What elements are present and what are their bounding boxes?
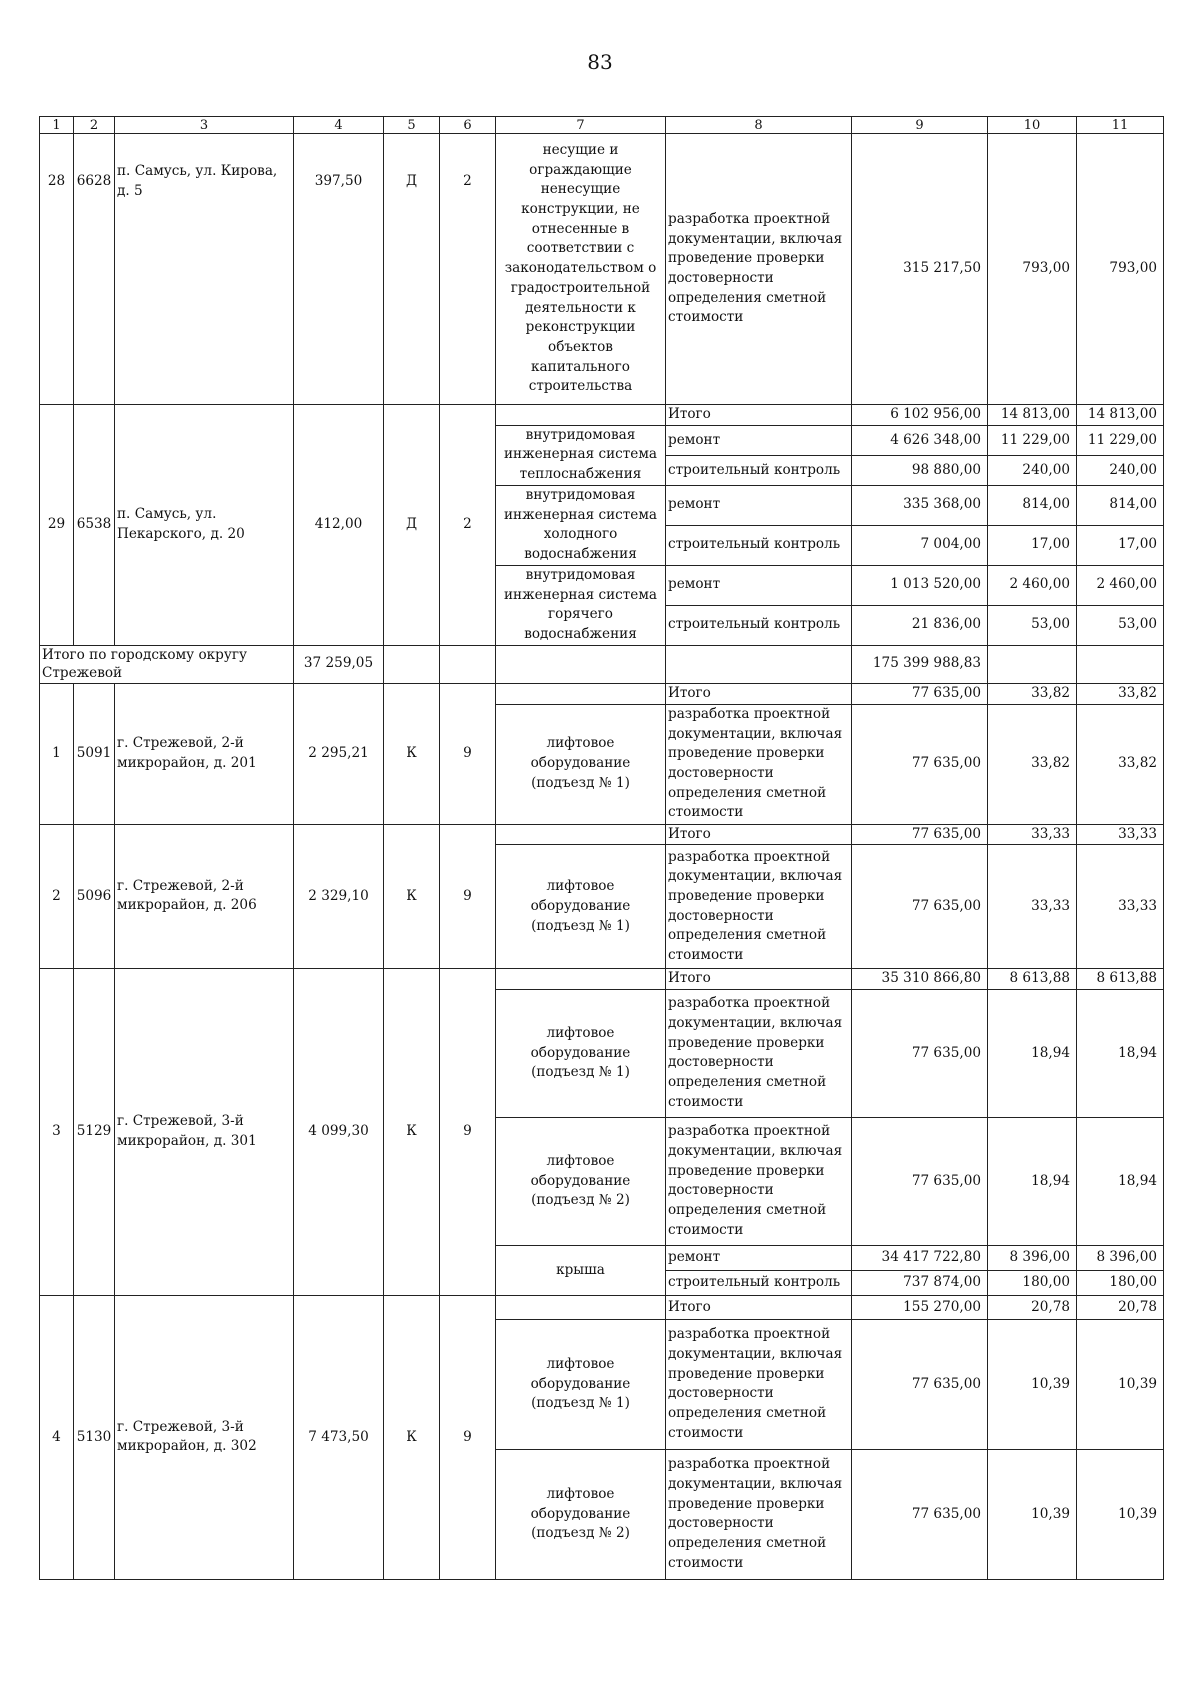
floors: 9 xyxy=(440,1295,496,1579)
structural-element xyxy=(496,824,666,845)
col-10-value: 11 229,00 xyxy=(988,425,1077,456)
col-header: 11 xyxy=(1077,117,1164,134)
area: 2 329,10 xyxy=(294,824,384,969)
empty-cell xyxy=(440,645,496,683)
row-number: 29 xyxy=(40,405,74,646)
cost: 77 635,00 xyxy=(852,1449,988,1579)
cost: 77 635,00 xyxy=(852,704,988,824)
cost: 315 217,50 xyxy=(852,134,988,405)
floors: 9 xyxy=(440,969,496,1296)
structural-element: лифтовое оборудование (подъезд № 1) xyxy=(496,845,666,969)
col-10-value: 2 460,00 xyxy=(988,565,1077,605)
col-11-value: 18,94 xyxy=(1077,1117,1164,1245)
col-11-value: 10,39 xyxy=(1077,1449,1164,1579)
col-11-value: 53,00 xyxy=(1077,605,1164,645)
work-type: разработка проектной документации, включая проведение проверки достоверности определения сметной стоимости xyxy=(666,1319,852,1449)
empty-cell xyxy=(1077,645,1164,683)
house-id: 6538 xyxy=(74,405,115,646)
col-10-value: 793,00 xyxy=(988,134,1077,405)
col-10-value: 14 813,00 xyxy=(988,405,1077,426)
page-number: 83 xyxy=(587,50,613,74)
district-total-label: Итого по городскому округу Стрежевой xyxy=(40,645,294,683)
floors: 9 xyxy=(440,824,496,969)
area: 397,50 xyxy=(294,134,384,405)
structural-element: внутридомовая инженерная система холодного водоснабжения xyxy=(496,485,666,565)
cost: 34 417 722,80 xyxy=(852,1245,988,1270)
table-row xyxy=(40,683,1164,704)
col-11-value: 20,78 xyxy=(1077,1295,1164,1319)
structural-element: лифтовое оборудование (подъезд № 1) xyxy=(496,704,666,824)
col-10-value: 33,33 xyxy=(988,845,1077,969)
structural-element: внутридомовая инженерная система теплоснабжения xyxy=(496,425,666,485)
table-row xyxy=(40,969,1164,990)
cost: 77 635,00 xyxy=(852,1117,988,1245)
structural-element: несущие и ограждающие ненесущие конструкции, не отнесенные в соответствии с законодательством о градостроительной деятельности к реконструкции объектов капитального строительства xyxy=(496,134,666,405)
col-header: 6 xyxy=(440,117,496,134)
house-id: 5130 xyxy=(74,1295,115,1579)
structural-element: лифтовое оборудование (подъезд № 1) xyxy=(496,989,666,1117)
table-row xyxy=(40,824,1164,845)
floors: 2 xyxy=(440,134,496,405)
col-11-value: 10,39 xyxy=(1077,1319,1164,1449)
col-11-value: 814,00 xyxy=(1077,485,1164,525)
house-id: 5129 xyxy=(74,969,115,1296)
work-type: ремонт xyxy=(666,425,852,456)
col-11-value: 18,94 xyxy=(1077,989,1164,1117)
area: 412,00 xyxy=(294,405,384,646)
col-11-value: 793,00 xyxy=(1077,134,1164,405)
structural-element: лифтовое оборудование (подъезд № 2) xyxy=(496,1449,666,1579)
house-type: Д xyxy=(384,405,440,646)
address: г. Стрежевой, 2-й микрорайон, д. 206 xyxy=(115,824,294,969)
col-11-value: 14 813,00 xyxy=(1077,405,1164,426)
col-10-value: 20,78 xyxy=(988,1295,1077,1319)
house-id: 6628 xyxy=(74,134,115,405)
empty-cell xyxy=(384,645,440,683)
structural-element: внутридомовая инженерная система горячего водоснабжения xyxy=(496,565,666,645)
house-type: Д xyxy=(384,134,440,405)
col-10-value: 180,00 xyxy=(988,1270,1077,1295)
col-10-value: 240,00 xyxy=(988,456,1077,486)
house-type: К xyxy=(384,824,440,969)
col-10-value: 33,82 xyxy=(988,704,1077,824)
row-number: 4 xyxy=(40,1295,74,1579)
district-total-row xyxy=(40,645,1164,683)
col-11-value: 17,00 xyxy=(1077,525,1164,565)
structural-element xyxy=(496,683,666,704)
work-type: строительный контроль xyxy=(666,605,852,645)
work-type: Итого xyxy=(666,969,852,990)
floors: 2 xyxy=(440,405,496,646)
col-header: 10 xyxy=(988,117,1077,134)
col-header: 1 xyxy=(40,117,74,134)
area: 4 099,30 xyxy=(294,969,384,1296)
cost: 1 013 520,00 xyxy=(852,565,988,605)
work-type: разработка проектной документации, включая проведение проверки достоверности определения сметной стоимости xyxy=(666,845,852,969)
structural-element: лифтовое оборудование (подъезд № 1) xyxy=(496,1319,666,1449)
col-11-value: 33,33 xyxy=(1077,845,1164,969)
structural-element xyxy=(496,405,666,426)
work-type: строительный контроль xyxy=(666,456,852,486)
cost: 175 399 988,83 xyxy=(852,645,988,683)
work-type: ремонт xyxy=(666,485,852,525)
cost: 6 102 956,00 xyxy=(852,405,988,426)
work-type: разработка проектной документации, включая проведение проверки достоверности определения сметной стоимости xyxy=(666,1117,852,1245)
cost: 77 635,00 xyxy=(852,989,988,1117)
area: 2 295,21 xyxy=(294,683,384,824)
table-row xyxy=(40,1295,1164,1319)
col-10-value: 17,00 xyxy=(988,525,1077,565)
col-11-value: 8 396,00 xyxy=(1077,1245,1164,1270)
cost: 77 635,00 xyxy=(852,845,988,969)
empty-cell xyxy=(496,645,666,683)
col-10-value: 10,39 xyxy=(988,1449,1077,1579)
work-type: разработка проектной документации, включая проведение проверки достоверности определения сметной стоимости xyxy=(666,704,852,824)
empty-cell xyxy=(988,645,1077,683)
col-10-value: 18,94 xyxy=(988,1117,1077,1245)
col-header: 3 xyxy=(115,117,294,134)
floors: 9 xyxy=(440,683,496,824)
row-number: 3 xyxy=(40,969,74,1296)
work-type: строительный контроль xyxy=(666,1270,852,1295)
area: 7 473,50 xyxy=(294,1295,384,1579)
col-header: 8 xyxy=(666,117,852,134)
col-10-value: 18,94 xyxy=(988,989,1077,1117)
col-header: 4 xyxy=(294,117,384,134)
work-type: Итого xyxy=(666,405,852,426)
structural-element: крыша xyxy=(496,1245,666,1295)
work-type: разработка проектной документации, включая проведение проверки достоверности определения сметной стоимости xyxy=(666,989,852,1117)
work-type: строительный контроль xyxy=(666,525,852,565)
col-10-value: 814,00 xyxy=(988,485,1077,525)
work-type: ремонт xyxy=(666,1245,852,1270)
col-10-value: 8 396,00 xyxy=(988,1245,1077,1270)
col-10-value: 33,33 xyxy=(988,824,1077,845)
work-type: разработка проектной документации, включая проведение проверки достоверности определения сметной стоимости xyxy=(666,1449,852,1579)
cost: 737 874,00 xyxy=(852,1270,988,1295)
col-11-value: 11 229,00 xyxy=(1077,425,1164,456)
empty-cell xyxy=(666,645,852,683)
cost: 7 004,00 xyxy=(852,525,988,565)
col-11-value: 8 613,88 xyxy=(1077,969,1164,990)
cost: 35 310 866,80 xyxy=(852,969,988,990)
cost: 77 635,00 xyxy=(852,1319,988,1449)
cost: 335 368,00 xyxy=(852,485,988,525)
structural-element xyxy=(496,969,666,990)
work-type: Итого xyxy=(666,1295,852,1319)
address: г. Стрежевой, 2-й микрорайон, д. 201 xyxy=(115,683,294,824)
work-type: Итого xyxy=(666,824,852,845)
col-11-value: 180,00 xyxy=(1077,1270,1164,1295)
col-11-value: 240,00 xyxy=(1077,456,1164,486)
table-row xyxy=(40,405,1164,426)
row-number: 2 xyxy=(40,824,74,969)
cost: 21 836,00 xyxy=(852,605,988,645)
table-row xyxy=(40,134,1164,405)
work-type: разработка проектной документации, включая проведение проверки достоверности определения сметной стоимости xyxy=(666,134,852,405)
col-11-value: 33,82 xyxy=(1077,683,1164,704)
col-header: 5 xyxy=(384,117,440,134)
house-id: 5096 xyxy=(74,824,115,969)
col-10-value: 10,39 xyxy=(988,1319,1077,1449)
address: г. Стрежевой, 3-й микрорайон, д. 302 xyxy=(115,1295,294,1579)
house-id: 5091 xyxy=(74,683,115,824)
cost: 98 880,00 xyxy=(852,456,988,486)
house-type: К xyxy=(384,1295,440,1579)
house-type: К xyxy=(384,969,440,1296)
structural-element: лифтовое оборудование (подъезд № 2) xyxy=(496,1117,666,1245)
col-11-value: 33,33 xyxy=(1077,824,1164,845)
col-header: 2 xyxy=(74,117,115,134)
col-header: 9 xyxy=(852,117,988,134)
address: п. Самусь, ул. Пекарского, д. 20 xyxy=(115,405,294,646)
cost: 77 635,00 xyxy=(852,683,988,704)
col-11-value: 33,82 xyxy=(1077,704,1164,824)
row-number: 28 xyxy=(40,134,74,405)
col-10-value: 8 613,88 xyxy=(988,969,1077,990)
cost: 77 635,00 xyxy=(852,824,988,845)
col-11-value: 2 460,00 xyxy=(1077,565,1164,605)
cost: 4 626 348,00 xyxy=(852,425,988,456)
column-number-row xyxy=(40,117,1164,134)
col-header: 7 xyxy=(496,117,666,134)
house-type: К xyxy=(384,683,440,824)
col-10-value: 33,82 xyxy=(988,683,1077,704)
work-type: ремонт xyxy=(666,565,852,605)
structural-element xyxy=(496,1295,666,1319)
address: п. Самусь, ул. Кирова, д. 5 xyxy=(115,134,294,405)
col-10-value: 53,00 xyxy=(988,605,1077,645)
row-number: 1 xyxy=(40,683,74,824)
cost: 155 270,00 xyxy=(852,1295,988,1319)
area: 37 259,05 xyxy=(294,645,384,683)
capital-repair-table xyxy=(39,116,1164,1580)
work-type: Итого xyxy=(666,683,852,704)
address: г. Стрежевой, 3-й микрорайон, д. 301 xyxy=(115,969,294,1296)
